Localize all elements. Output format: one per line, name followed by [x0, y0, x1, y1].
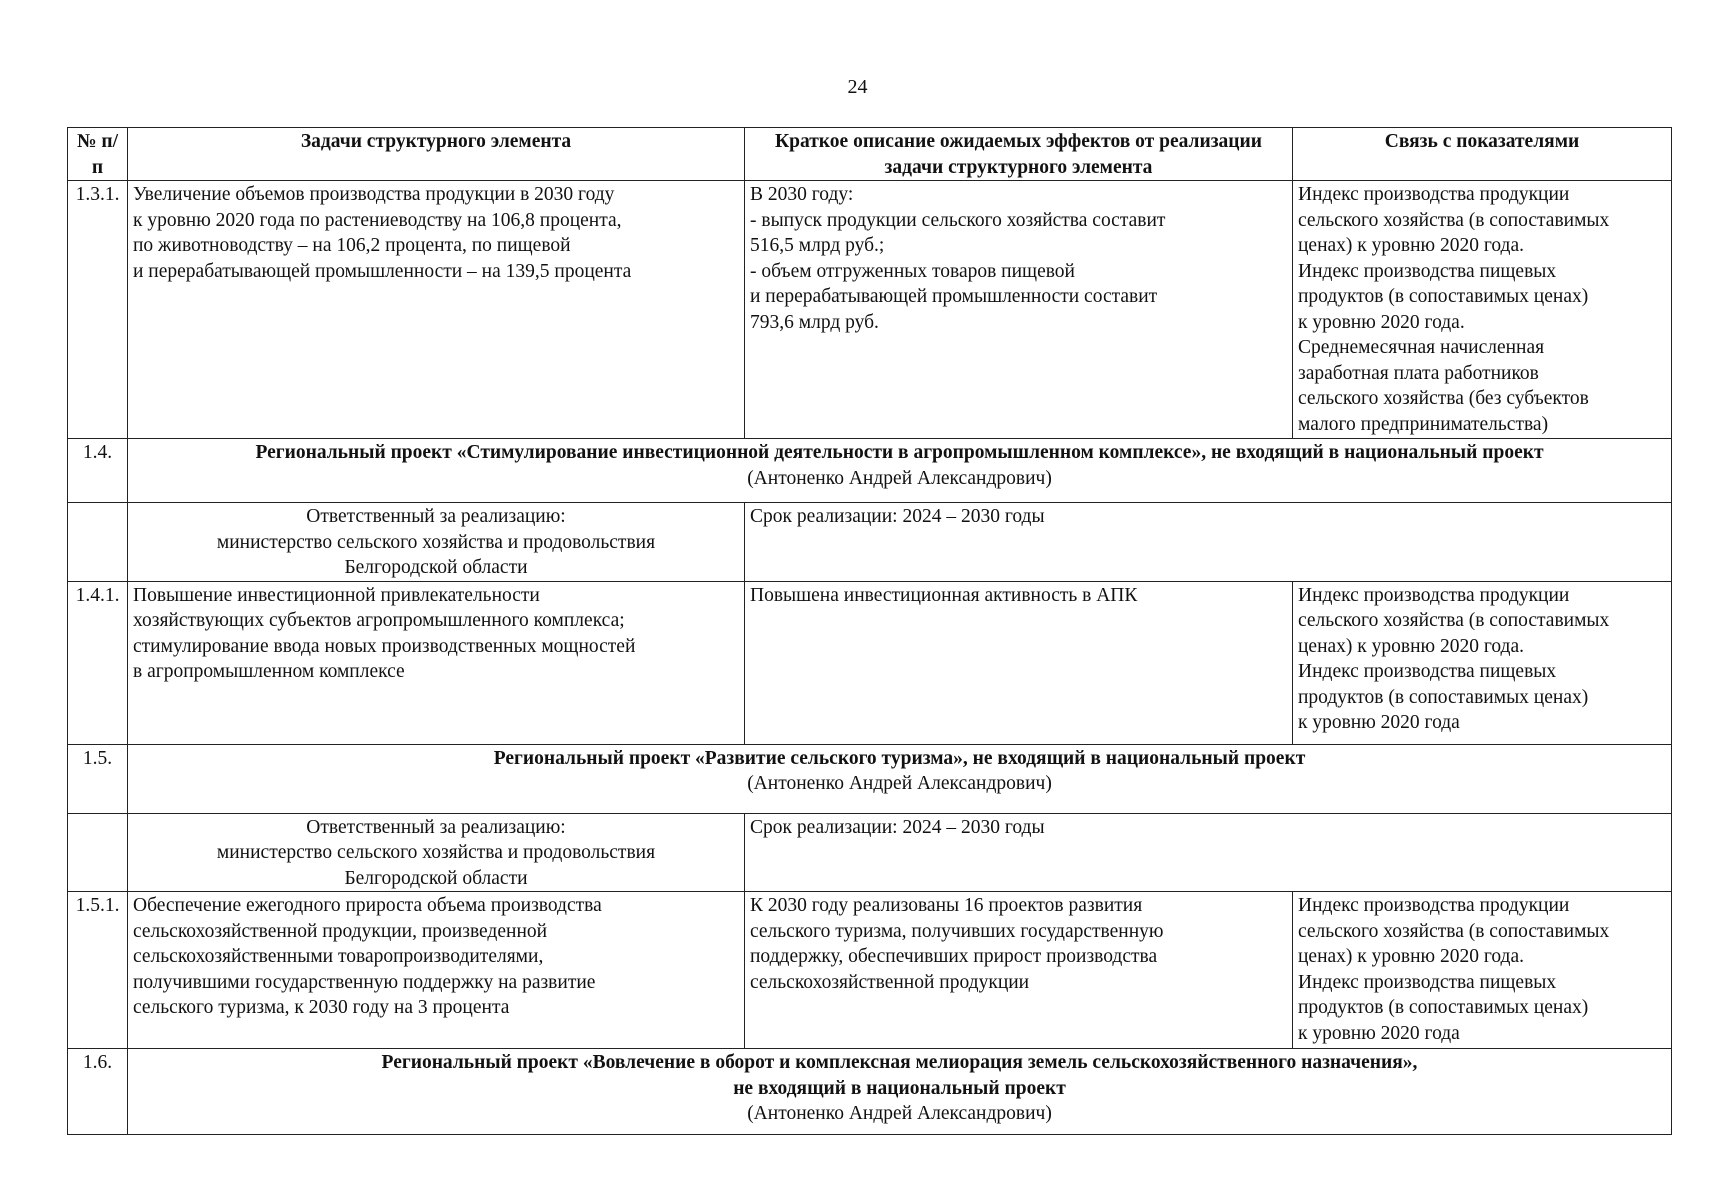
empty-cell: [68, 503, 128, 582]
effect-line: В 2030 году:: [750, 184, 854, 205]
column-header-task: Задачи структурного элемента: [128, 128, 745, 181]
section-title: не входящий в национальный проект: [733, 1077, 1066, 1099]
effect-cell: [745, 181, 1293, 439]
table-header-row: [68, 128, 1672, 181]
section-curator: (Антоненко Андрей Александрович): [747, 773, 1052, 794]
row-number: 1.3.1.: [68, 181, 128, 439]
effect-line: поддержку, обеспечивших прирост производства: [750, 946, 1158, 967]
row-number: 1.5.1.: [68, 892, 128, 1049]
table-row: [68, 892, 1672, 1049]
table-row: [68, 181, 1672, 439]
indicator-line: ценах) к уровню 2020 года.: [1298, 946, 1525, 967]
indicator-line: к уровню 2020 года.: [1298, 311, 1465, 333]
section-number: 1.4.: [68, 439, 128, 503]
section-number: 1.6.: [68, 1049, 128, 1135]
column-header-effect: Краткое описание ожидаемых эффектов от реализации задачи структурного элемента: [745, 128, 1293, 181]
responsible-row: [68, 503, 1672, 582]
indicator-line: Индекс производства продукции: [1298, 584, 1570, 606]
indicator-line: Среднемесячная начисленная: [1298, 337, 1545, 358]
indicator-line: сельского хозяйства (в сопоставимых: [1298, 209, 1610, 231]
indicator-line: сельского хозяйства (в сопоставимых: [1298, 920, 1610, 942]
task-line: Повышение инвестиционной привлекательности: [133, 584, 540, 606]
section-title-cell: [128, 439, 1672, 503]
effect-line: - объем отгруженных товаров пищевой: [750, 260, 1075, 282]
section-title-cell: [128, 744, 1672, 813]
responsible-line: министерство сельского хозяйства и продовольствия: [216, 842, 656, 863]
column-header-indicator-link: Связь с показателями: [1293, 128, 1672, 181]
task-line: и перерабатывающей промышленности – на 139,5 процента: [133, 260, 632, 282]
effect-cell: [745, 581, 1293, 744]
section-number: 1.5.: [68, 744, 128, 813]
section-curator: (Антоненко Андрей Александрович): [747, 1103, 1052, 1124]
task-line: в агропромышленном комплексе: [133, 661, 405, 682]
task-cell: [128, 892, 745, 1049]
indicator-line: продуктов (в сопоставимых ценах): [1298, 686, 1589, 708]
indicator-line: Индекс производства пищевых: [1298, 260, 1557, 282]
section-title: Региональный проект «Развитие сельского туризма», не входящий в национальный проект: [493, 747, 1306, 769]
indicator-line: малого предпринимательства): [1298, 413, 1549, 435]
indicator-line: Индекс производства продукции: [1298, 184, 1570, 205]
section-row: [68, 439, 1672, 503]
effect-cell: [745, 892, 1293, 1049]
section-title-cell: [128, 1049, 1672, 1135]
task-line: по животноводству – на 106,2 процента, по пищевой: [133, 235, 571, 256]
task-line: Обеспечение ежегодного прироста объема производства: [133, 895, 602, 916]
effect-line: К 2030 году реализованы 16 проектов развития: [750, 895, 1143, 916]
section-title: Региональный проект «Стимулирование инвестиционной деятельности в агропромышленном комплексе», не входящий в национальный проект: [255, 442, 1544, 463]
task-cell: [128, 581, 745, 744]
responsible-line: Ответственный за реализацию:: [306, 506, 566, 527]
program-table: [67, 127, 1672, 1135]
indicator-line: к уровню 2020 года: [1298, 712, 1460, 733]
indicator-line: заработная плата работников: [1298, 362, 1539, 384]
indicator-line: Индекс производства пищевых: [1298, 661, 1557, 682]
effect-line: сельскохозяйственной продукции: [750, 971, 1030, 993]
responsible-line: Белгородской области: [344, 557, 528, 578]
indicator-line: сельского хозяйства (в сопоставимых: [1298, 610, 1610, 631]
section-row: [68, 744, 1672, 813]
responsible-row: [68, 813, 1672, 892]
task-line: сельскохозяйственными товаропроизводителями,: [133, 946, 544, 967]
effect-line: Повышена инвестиционная активность в АПК: [750, 584, 1138, 606]
effect-line: 793,6 млрд руб.: [750, 311, 879, 333]
effect-line: - выпуск продукции сельского хозяйства составит: [750, 209, 1166, 231]
task-cell: [128, 181, 745, 439]
indicator-line: Индекс производства продукции: [1298, 895, 1570, 916]
effect-line: и перерабатывающей промышленности составит: [750, 286, 1158, 307]
column-header-number: № п/п: [68, 128, 128, 181]
responsible-line: Ответственный за реализацию:: [306, 816, 566, 838]
task-line: сельскохозяйственной продукции, произведенной: [133, 920, 548, 942]
indicator-line: продуктов (в сопоставимых ценах): [1298, 997, 1589, 1018]
implementation-term: Срок реализации: 2024 – 2030 годы: [745, 813, 1672, 892]
section-title: Региональный проект «Вовлечение в оборот и комплексная мелиорация земель сельскохозяйственного назначения»,: [381, 1052, 1418, 1073]
responsible-cell: [128, 813, 745, 892]
indicator-line: к уровню 2020 года: [1298, 1022, 1460, 1044]
effect-line: сельского туризма, получивших государственную: [750, 920, 1164, 942]
indicator-line: сельского хозяйства (без субъектов: [1298, 388, 1589, 409]
responsible-line: Белгородской области: [344, 867, 528, 889]
task-line: получившими государственную поддержку на развитие: [133, 971, 596, 993]
section-curator: (Антоненко Андрей Александрович): [747, 467, 1052, 489]
implementation-term: Срок реализации: 2024 – 2030 годы: [745, 503, 1672, 582]
indicator-line: Индекс производства пищевых: [1298, 971, 1557, 993]
task-line: сельского туризма, к 2030 году на 3 процента: [133, 997, 510, 1018]
effect-line: 516,5 млрд руб.;: [750, 235, 885, 256]
responsible-line: министерство сельского хозяйства и продовольствия: [216, 531, 656, 553]
responsible-cell: [128, 503, 745, 582]
row-number: 1.4.1.: [68, 581, 128, 744]
section-row: [68, 1049, 1672, 1135]
task-line: хозяйствующих субъектов агропромышленного комплекса;: [133, 610, 625, 631]
task-line: Увеличение объемов производства продукции в 2030 году: [133, 184, 615, 205]
table-row: [68, 581, 1672, 744]
indicator-line: ценах) к уровню 2020 года.: [1298, 635, 1525, 657]
task-line: стимулирование ввода новых производственных мощностей: [133, 635, 636, 657]
page-number: 24: [847, 76, 868, 98]
empty-cell: [68, 813, 128, 892]
indicator-line: продуктов (в сопоставимых ценах): [1298, 286, 1589, 307]
task-line: к уровню 2020 года по растениеводству на 106,8 процента,: [133, 209, 622, 231]
indicator-line: ценах) к уровню 2020 года.: [1298, 235, 1525, 256]
indicator-cell: [1293, 581, 1672, 744]
indicator-cell: [1293, 181, 1672, 439]
indicator-cell: [1293, 892, 1672, 1049]
